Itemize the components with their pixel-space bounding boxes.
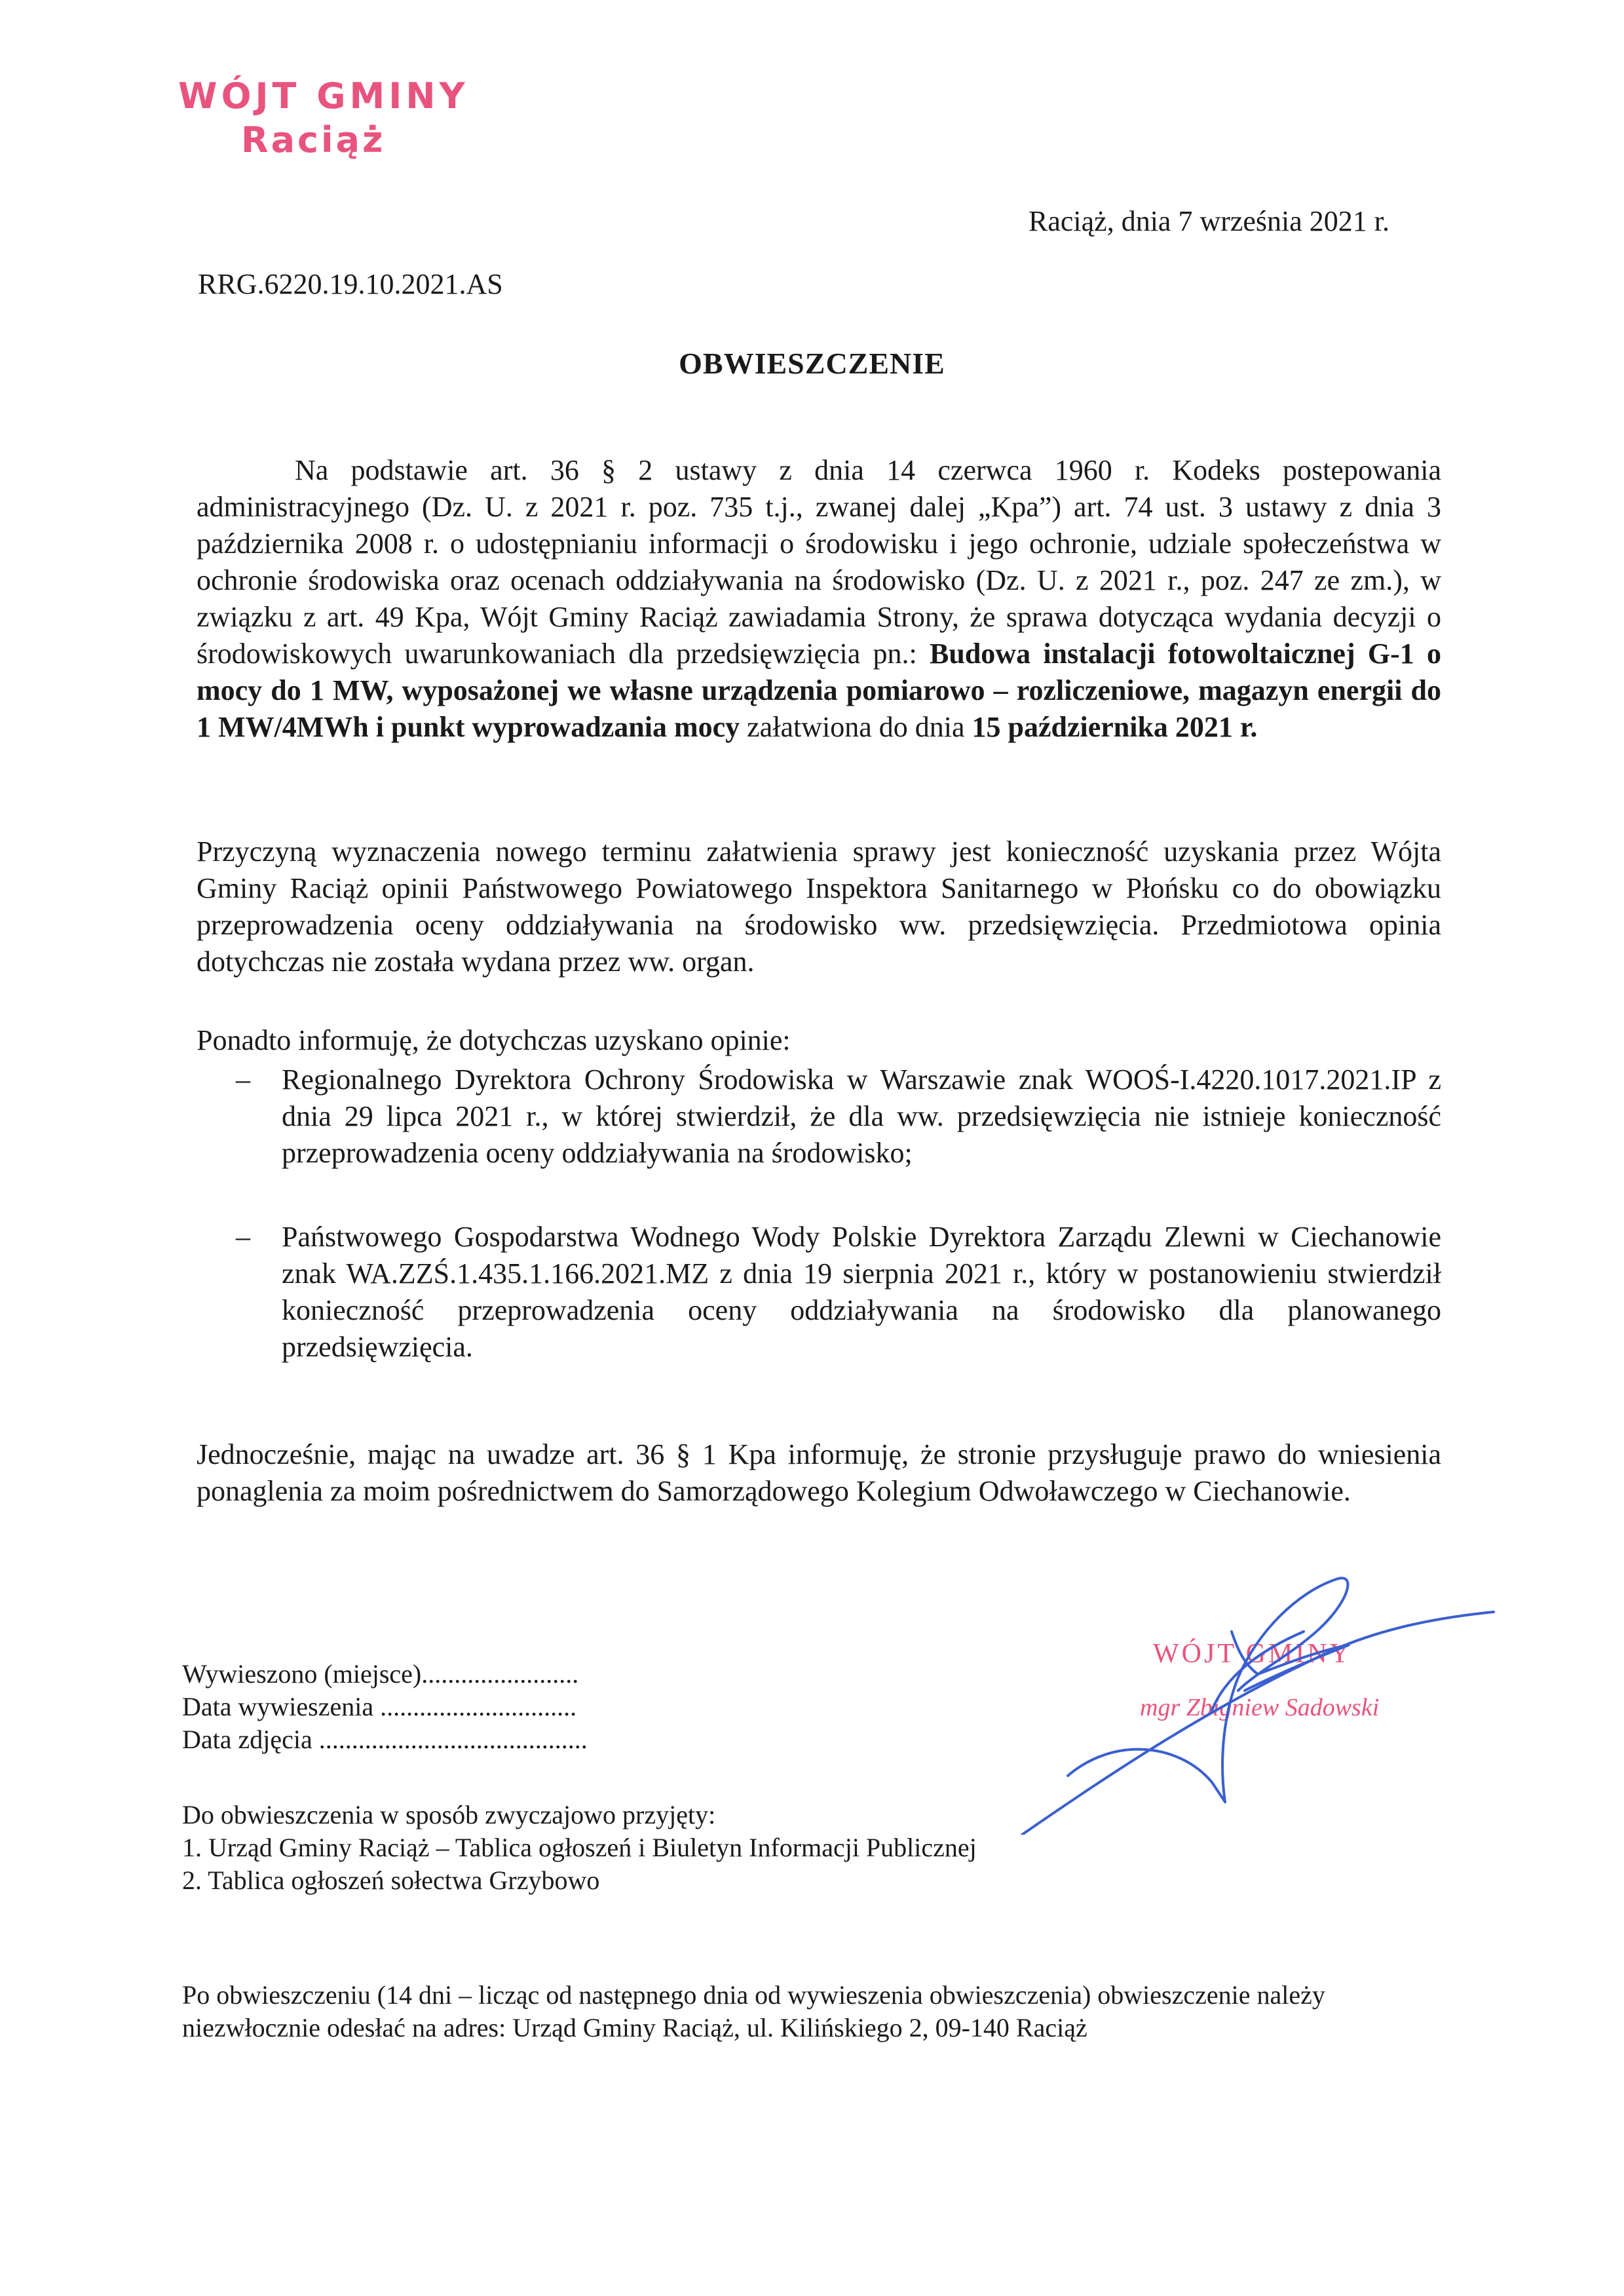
opinion-text: Państwowego Gospodarstwa Wodnego Wody Polskie Dyrektora Zarządu Zlewni w Ciechanowie znak WA.ZZŚ.1.435.1.166.2021.MZ z dnia 19 sierpnia 2021 r., który w postanowieniu stwierdził konieczność przeprowadzenia oceny oddziaływania na środowisko dla planowanego przedsięwzięcia. <box>282 1221 1441 1363</box>
office-stamp <box>178 75 469 161</box>
distribution-item: 1. Urząd Gminy Raciąż – Tablica ogłoszeń i Biuletyn Informacji Publicznej <box>182 1833 977 1862</box>
posting-place-field: Wywieszono (miejsce)........................ <box>182 1659 579 1689</box>
signature-stamp-name: mgr Zbigniew Sadowski <box>1140 1694 1380 1721</box>
opinion-list-item <box>236 1219 1441 1366</box>
paragraph-reason: Przyczyną wyznaczenia nowego terminu załatwienia sprawy jest konieczność uzyskania przez Wójta Gminy Raciąż opinii Państwowego Powiatowego Inspektora Sanitarnego w Płońsku co do obowiązku przeprowadzenia oceny oddziaływania na środowisko ww. przedsięwzięcia. Przedmiotowa opinia dotychczas nie została wydana przez ww. organ. <box>197 835 1441 978</box>
project-name: Budowa instalacji fotowoltaicznej G-1 o mocy do 1 MW, wyposażonej we własne urządzenia pomiarowo – rozliczeniowe, magazyn energii do 1 MW/4MWh i punkt wyprowadzania mocy <box>197 638 1442 743</box>
distribution-item: 2. Tablica ogłoszeń sołectwa Grzybowo <box>182 1866 600 1895</box>
paragraph-opinions-intro: Ponadto informuję, że dotychczas uzyskano opinie: <box>197 1024 791 1056</box>
dash-bullet-icon: – <box>236 1221 250 1253</box>
distribution-list <box>182 1799 977 1897</box>
posting-date-field: Data wywieszenia .............................. <box>182 1692 577 1721</box>
deadline-date: 15 października 2021 r. <box>972 711 1258 743</box>
opinion-text: Regionalnego Dyrektora Ochrony Środowiska w Warszawie znak WOOŚ-I.4220.1017.2021.IP z dnia 29 lipca 2021 r., w której stwierdził, że dla ww. przedsięwzięcia nie istnieje konieczność przeprowadzenia oceny oddziaływania na środowisko; <box>282 1063 1441 1169</box>
opinion-list-item <box>236 1062 1441 1172</box>
handwritten-signature-icon <box>1009 1559 1507 1835</box>
removal-date-field: Data zdjęcia ......................................... <box>182 1725 588 1754</box>
paragraph-1-text: Na podstawie art. 36 § 2 ustawy z dnia 14 czerwca 1960 r. Kodeks postepowania administracyjnego (Dz. U. z 2021 r. poz. 735 t.j., zwanej dalej „Kpa”) art. 74 ust. 3 ustawy z dnia 3 października 2008 r. o udostępnianiu informacji o środowisku i jego ochronie, udziale społeczeństwa w ochronie środowiska oraz ocenach oddziaływania na środowisko (Dz. U. z 2021 r., poz. 247 ze zm.), w związku z art. 49 Kpa, Wójt Gminy Raciąż zawiadamia Strony, że sprawa dotycząca wydania decyzji o środowiskowych uwarunkowaniach dla przedsięwzięcia pn.: <box>197 454 1441 670</box>
distribution-heading: Do obwieszczenia w sposób zwyczajowo przyjęty: <box>182 1800 716 1829</box>
stamp-line-1: WÓJT GMINY <box>178 75 469 117</box>
place-and-date: Raciąż, dnia 7 września 2021 r. <box>1029 205 1390 237</box>
paragraph-1-middle: załatwiona do dnia <box>740 711 972 743</box>
paragraph-reminder-right: Jednocześnie, mając na uwadze art. 36 § 1 Kpa informuję, że stronie przysługuje prawo do wniesienia ponaglenia za moim pośrednictwem do Samorządowego Kolegium Odwoławczego w Ciechanowie. <box>197 1438 1441 1507</box>
posting-fields <box>182 1658 588 1756</box>
reference-number: RRG.6220.19.10.2021.AS <box>198 268 503 300</box>
footer-return-note: Po obwieszczeniu (14 dni – licząc od następnego dnia od wywieszenia obwieszczenia) obwieszczenie należy niezwłocznie odesłać na adres: Urząd Gminy Raciąż, ul. Kilińskiego 2, 09-140 Raciąż <box>182 1980 1325 2042</box>
dash-bullet-icon: – <box>236 1063 250 1096</box>
paragraph-legal-basis <box>197 452 1441 746</box>
stamp-line-2: Raciąż <box>241 119 386 161</box>
document-title: OBWIESZCZENIE <box>679 347 945 380</box>
signature-stamp-title: WÓJT GMINY <box>1153 1639 1353 1669</box>
